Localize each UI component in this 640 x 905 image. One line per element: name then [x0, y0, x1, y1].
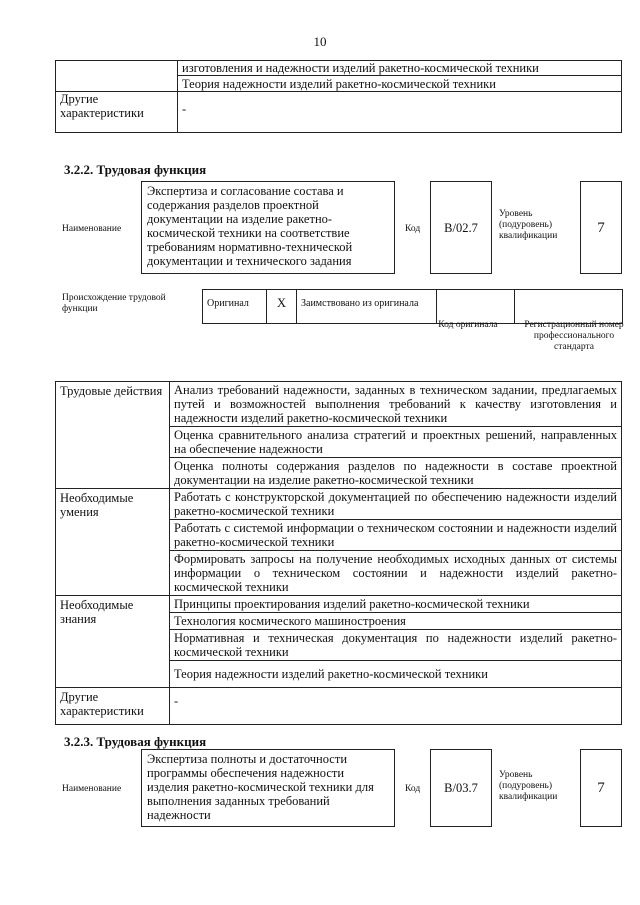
list-item: Анализ требований надежности, заданных в техническом задании, предлагаемых путей и возможностей выполнения требований к качеству изготовления и надежности изделий ракетно-космической техники — [170, 382, 622, 427]
reg-number-caption: Регистрационный номер профессионального стандарта — [524, 320, 624, 352]
list-item: Теория надежности изделий ракетно-космической техники — [170, 661, 622, 688]
name-label: Наименование — [62, 784, 122, 794]
row-label — [56, 61, 178, 92]
row-label: Трудовые действия — [56, 382, 170, 489]
function-name-box — [141, 749, 395, 827]
origin-label: Происхождение трудовой функции — [62, 293, 166, 314]
list-item: Оценка сравнительного анализа стратегий и проектных решений, направленных на обеспечение надежности — [170, 427, 622, 458]
table-row — [56, 61, 622, 92]
table-row — [56, 92, 622, 133]
level-box — [580, 181, 622, 274]
reg-number-cell — [515, 290, 623, 324]
list-item: Технология космического машиностроения — [170, 613, 622, 630]
borrowed-label: Заимствовано из оригинала — [297, 290, 437, 324]
row-label: Необходимые умения — [56, 489, 170, 596]
list-item: изготовления и надежности изделий ракетно-космической техники — [178, 61, 621, 76]
function-name: Экспертиза полноты и достаточности программы обеспечения надежности изделия ракетно-космической техники для выполнения заданных требований надежности — [147, 752, 374, 822]
list-item: Оценка полноты содержания разделов по надежности в составе проектной документации на изделие ракетно-космической техники — [170, 458, 622, 489]
table-row — [56, 489, 622, 520]
code-box — [430, 181, 492, 274]
code-original-caption: Код оригинала — [438, 320, 498, 330]
function-name: Экспертиза и согласование состава и содержания разделов проектной документации на изделие ракетно-космической техники на соответствие требованиям нормативно-технической документации и технического задания — [147, 184, 353, 268]
code-label: Код — [405, 784, 421, 794]
page-number: 10 — [313, 34, 327, 49]
row-label: Другие характеристики — [56, 688, 170, 725]
list-item: Работать с конструкторской документацией по обеспечению надежности изделий ракетно-космической техники — [170, 489, 622, 520]
code-label: Код — [405, 224, 421, 234]
code-value: B/03.7 — [444, 781, 478, 795]
top-table — [55, 60, 622, 133]
original-label: Оригинал — [203, 290, 267, 324]
list-item: - — [170, 688, 622, 725]
level-value: 7 — [597, 780, 605, 796]
level-label: Уровень (подуровень) квалификации — [499, 209, 558, 241]
code-box — [430, 749, 492, 827]
list-item: Принципы проектирования изделий ракетно-космической техники — [170, 596, 622, 613]
row-label: Другие характеристики — [56, 92, 178, 133]
level-label: Уровень (подуровень) квалификации — [499, 770, 558, 802]
table-row — [56, 688, 622, 725]
origin-table — [202, 289, 623, 324]
section-heading-322: 3.2.2. Трудовая функция — [64, 162, 207, 177]
section-heading-323: 3.2.3. Трудовая функция — [64, 734, 207, 749]
level-box — [580, 749, 622, 827]
row-label: Необходимые знания — [56, 596, 170, 688]
name-label: Наименование — [62, 224, 122, 234]
level-value: 7 — [597, 219, 605, 236]
table-row — [56, 382, 622, 427]
list-item: Работать с системой информации о техническом состоянии и надежности изделий ракетно-космической техники — [170, 520, 622, 551]
original-mark: X — [267, 290, 297, 324]
list-item: - — [178, 92, 622, 133]
code-value: B/02.7 — [444, 220, 478, 235]
list-item: Теория надежности изделий ракетно-космической техники — [182, 77, 496, 91]
code-original-cell — [437, 290, 515, 324]
list-item: Формировать запросы на получение необходимых исходных данных от системы информации о техническом состоянии и надежности изделий ракетно-космической техники — [170, 551, 622, 596]
main-table — [55, 381, 622, 725]
table-row — [56, 596, 622, 613]
list-item: Нормативная и техническая документация по надежности изделий ракетно-космической техники — [170, 630, 622, 661]
function-name-box — [141, 181, 395, 274]
